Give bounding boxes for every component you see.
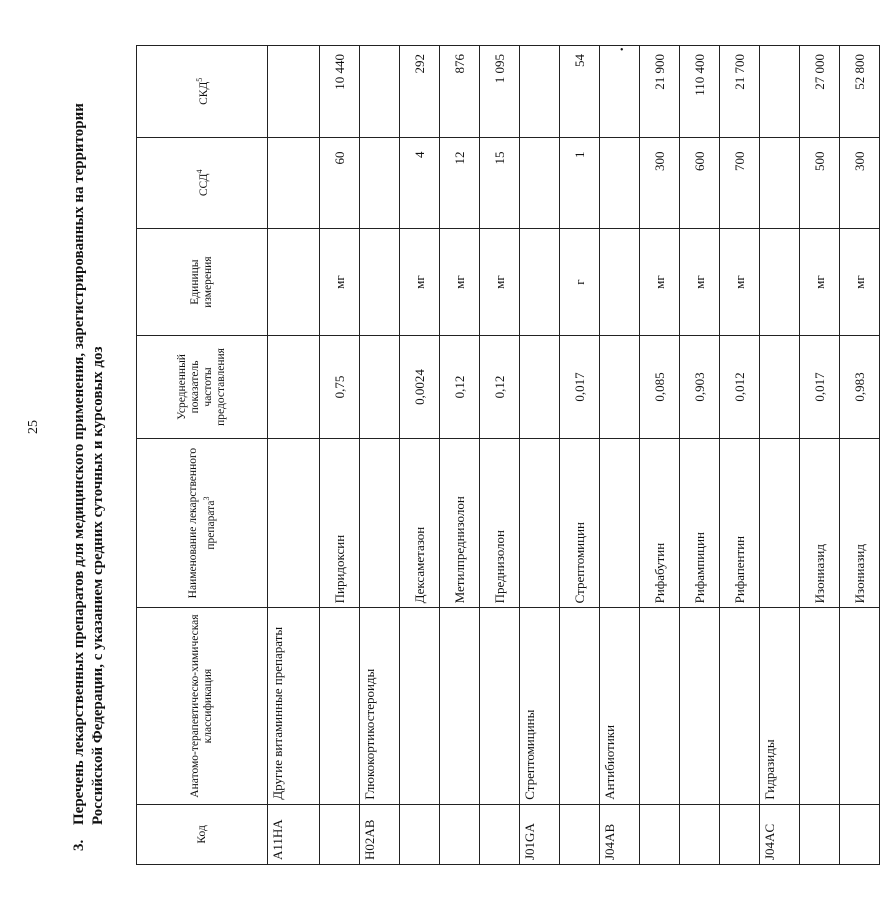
- cell-skd: [268, 46, 320, 138]
- cell-ssd: 300: [640, 137, 680, 228]
- table-row: [440, 46, 480, 865]
- cell-atc: [440, 608, 480, 804]
- cell-atc: [560, 608, 600, 804]
- cell-skd: 110 400: [680, 46, 720, 138]
- cell-ssd: [760, 137, 800, 228]
- cell-drug: Рифабутин: [640, 438, 680, 608]
- cell-code: [840, 804, 880, 864]
- header-code: Код: [137, 804, 268, 864]
- cell-drug: Преднизолон: [480, 438, 520, 608]
- cell-freq: 0,0024: [400, 336, 440, 439]
- cell-freq: [760, 336, 800, 439]
- cell-code: J04AB: [600, 804, 640, 864]
- table-row: [720, 46, 760, 865]
- cell-skd: [360, 46, 400, 138]
- cell-unit: мг: [320, 229, 360, 336]
- cell-code: [320, 804, 360, 864]
- table-row: [640, 46, 680, 865]
- cell-atc: [320, 608, 360, 804]
- cell-drug: Дексаметазон: [400, 438, 440, 608]
- cell-unit: мг: [640, 229, 680, 336]
- cell-ssd: 60: [320, 137, 360, 228]
- table-body: [268, 46, 880, 865]
- cell-ssd: 600: [680, 137, 720, 228]
- title-line-1: Перечень лекарственных препаратов для медицинского применения, зарегистрированных на территории: [71, 103, 87, 825]
- rotated-page-content: [66, 45, 867, 865]
- cell-code: [560, 804, 600, 864]
- cell-skd: 21 900: [640, 46, 680, 138]
- cell-unit: мг: [400, 229, 440, 336]
- cell-unit: мг: [480, 229, 520, 336]
- table-row: [840, 46, 880, 865]
- cell-code: J04AC: [760, 804, 800, 864]
- cell-freq: 0,12: [440, 336, 480, 439]
- cell-atc: Стрептомицины: [520, 608, 560, 804]
- cell-unit: мг: [680, 229, 720, 336]
- cell-freq: 0,017: [800, 336, 840, 439]
- cell-unit: [760, 229, 800, 336]
- cell-skd: 27 000: [800, 46, 840, 138]
- cell-ssd: 1: [560, 137, 600, 228]
- cell-unit: [268, 229, 320, 336]
- cell-freq: [360, 336, 400, 439]
- title-line-2: Российской Федерации, с указанием средних суточных и курсовых доз: [90, 346, 106, 825]
- cell-drug: Метилпреднизолон: [440, 438, 480, 608]
- cell-code: H02AB: [360, 804, 400, 864]
- cell-ssd: [268, 137, 320, 228]
- cell-drug: [360, 438, 400, 608]
- cell-freq: 0,12: [480, 336, 520, 439]
- table-row: [400, 46, 440, 865]
- cell-atc: [800, 608, 840, 804]
- cell-code: [800, 804, 840, 864]
- cell-unit: [360, 229, 400, 336]
- cell-ssd: 300: [840, 137, 880, 228]
- cell-skd: [760, 46, 800, 138]
- cell-unit: [520, 229, 560, 336]
- table-row: [268, 46, 320, 865]
- cell-atc: Антибиотики: [600, 608, 640, 804]
- cell-freq: [600, 336, 640, 439]
- margin-dot: •: [620, 45, 624, 56]
- cell-skd: 10 440: [320, 46, 360, 138]
- cell-skd: 54: [560, 46, 600, 138]
- header-skd: СКД$^5$: [137, 46, 268, 138]
- cell-atc: Глюкокортикостероиды: [360, 608, 400, 804]
- cell-skd: 292: [400, 46, 440, 138]
- table-row: [680, 46, 720, 865]
- cell-freq: 0,085: [640, 336, 680, 439]
- cell-atc: [640, 608, 680, 804]
- cell-drug: Стрептомицин: [560, 438, 600, 608]
- cell-skd: 52 800: [840, 46, 880, 138]
- cell-unit: мг: [720, 229, 760, 336]
- cell-atc: [720, 608, 760, 804]
- cell-ssd: 4: [400, 137, 440, 228]
- cell-unit: [600, 229, 640, 336]
- table-header-row: [137, 46, 268, 865]
- cell-drug: Рифампицин: [680, 438, 720, 608]
- header-drug: Наименование лекарственного препарата$^3$: [137, 438, 268, 608]
- cell-code: [680, 804, 720, 864]
- cell-drug: Рифапентин: [720, 438, 760, 608]
- cell-freq: 0,903: [680, 336, 720, 439]
- cell-atc: [680, 608, 720, 804]
- cell-atc: Другие витаминные препараты: [268, 608, 320, 804]
- cell-atc: [400, 608, 440, 804]
- cell-skd: 21 700: [720, 46, 760, 138]
- table-row: [520, 46, 560, 865]
- cell-unit: мг: [440, 229, 480, 336]
- page-number: 25: [26, 420, 41, 434]
- cell-code: [400, 804, 440, 864]
- cell-freq: [520, 336, 560, 439]
- section-title: [70, 45, 136, 865]
- cell-skd: 1 095: [480, 46, 520, 138]
- cell-skd: [600, 46, 640, 138]
- cell-drug: Пиридоксин: [320, 438, 360, 608]
- cell-drug: [520, 438, 560, 608]
- cell-atc: [480, 608, 520, 804]
- cell-drug: [600, 438, 640, 608]
- cell-freq: 0,75: [320, 336, 360, 439]
- header-atc: Анатомо-терапевтическо-химическая классификация: [137, 608, 268, 804]
- cell-code: [720, 804, 760, 864]
- header-frequency: Усредненный показатель частоты предоставления: [137, 336, 268, 439]
- cell-unit: мг: [800, 229, 840, 336]
- cell-drug: Изониазид: [800, 438, 840, 608]
- table-row: [320, 46, 360, 865]
- cell-freq: [268, 336, 320, 439]
- cell-freq: 0,017: [560, 336, 600, 439]
- cell-drug: Изониазид: [840, 438, 880, 608]
- cell-ssd: 15: [480, 137, 520, 228]
- cell-skd: 876: [440, 46, 480, 138]
- cell-atc: [840, 608, 880, 804]
- cell-code: J01GA: [520, 804, 560, 864]
- cell-ssd: [600, 137, 640, 228]
- drug-table: [136, 45, 880, 865]
- table-row: [480, 46, 520, 865]
- header-unit: Единицы измерения: [137, 229, 268, 336]
- table-row: [600, 46, 640, 865]
- cell-code: [480, 804, 520, 864]
- cell-freq: 0,012: [720, 336, 760, 439]
- cell-unit: мг: [840, 229, 880, 336]
- cell-freq: 0,983: [840, 336, 880, 439]
- cell-ssd: 500: [800, 137, 840, 228]
- cell-drug: [760, 438, 800, 608]
- header-ssd: ССД$^4$: [137, 137, 268, 228]
- cell-drug: [268, 438, 320, 608]
- cell-code: A11HA: [268, 804, 320, 864]
- cell-unit: г: [560, 229, 600, 336]
- cell-ssd: 700: [720, 137, 760, 228]
- cell-skd: [520, 46, 560, 138]
- table-row: [760, 46, 800, 865]
- table-row: [560, 46, 600, 865]
- cell-ssd: 12: [440, 137, 480, 228]
- cell-code: [640, 804, 680, 864]
- cell-ssd: [520, 137, 560, 228]
- cell-code: [440, 804, 480, 864]
- table-row: [360, 46, 400, 865]
- cell-atc: Гидразиды: [760, 608, 800, 804]
- section-number: 3.: [71, 839, 87, 851]
- table-row: [800, 46, 840, 865]
- cell-ssd: [360, 137, 400, 228]
